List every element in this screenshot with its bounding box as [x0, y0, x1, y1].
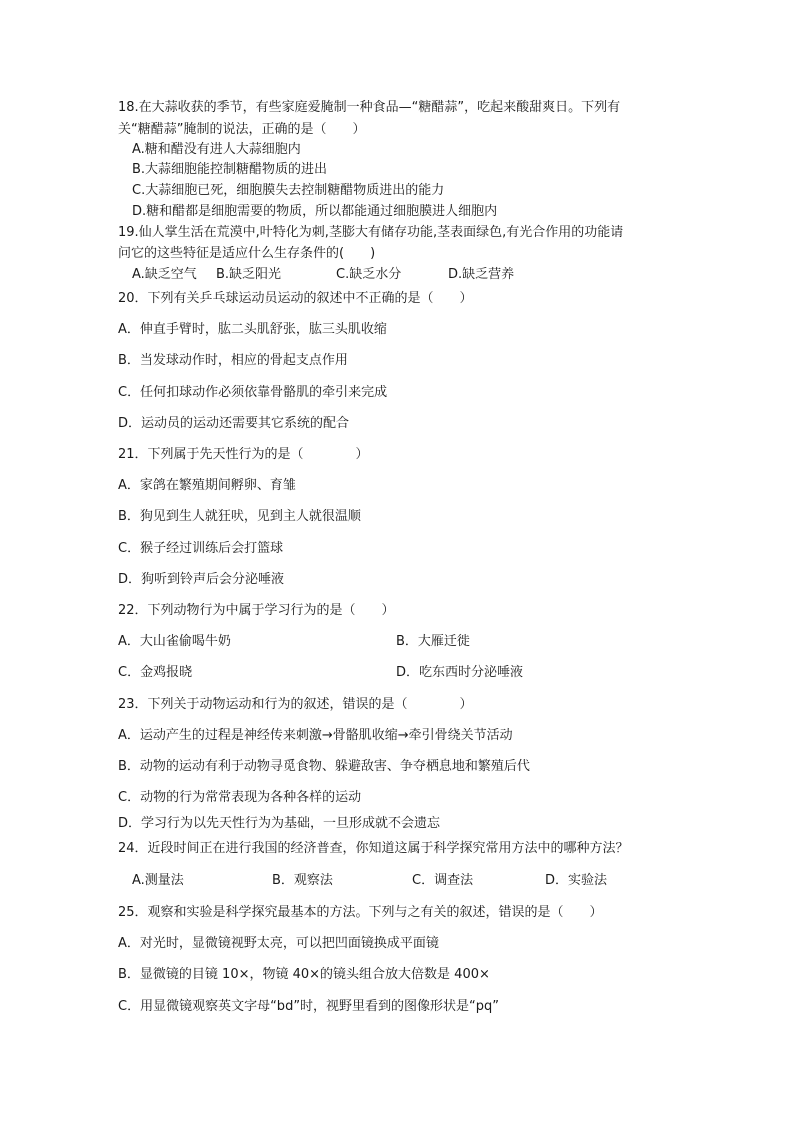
q19-stem-line1: 19.仙人掌生活在荒漠中,叶特化为刺,茎膨大有储存功能,茎表面绿色,有光合作用的功能请 — [118, 225, 624, 240]
q21-option-d: D．狗听到铃声后会分泌唾液 — [118, 572, 285, 587]
q21-option-c: C．猴子经过训练后会打篮球 — [118, 541, 284, 556]
q21-option-b: B．狗见到生人就狂吠，见到主人就很温顺 — [118, 509, 361, 524]
q21-stem: 21．下列属于先天性行为的是（ ） — [118, 447, 369, 462]
q18-stem-line2: 关“糖醋蒜”腌制的说法，正确的是（ ） — [118, 122, 366, 137]
q22-stem: 22．下列动物行为中属于学习行为的是（ ） — [118, 603, 395, 618]
q19-option-b: B.缺乏阳光 — [216, 267, 282, 282]
q20-option-a: A．伸直手臂时，肱二头肌舒张，肱三头肌收缩 — [118, 322, 387, 337]
q20-stem: 20．下列有关乒乓球运动员运动的叙述中不正确的是（ ） — [118, 291, 473, 306]
q23-stem: 23．下列关于动物运动和行为的叙述，错误的是（ ） — [118, 697, 473, 712]
q21-option-a: A．家鸽在繁殖期间孵卵、育雏 — [118, 478, 296, 493]
q18-stem-line1: 18.在大蒜收获的季节，有些家庭爱腌制一种食品—“糖醋蒜”，吃起来酸甜爽日。下列有 — [118, 100, 621, 115]
q20-option-d: D．运动员的运动还需要其它系统的配合 — [118, 416, 350, 431]
q23-option-b: B．动物的运动有利于动物寻觅食物、躲避敌害、争夺栖息地和繁殖后代 — [118, 759, 530, 774]
q25-option-c: C．用显微镜观察英文字母“bd”时，视野里看到的图像形状是“pq” — [118, 999, 500, 1014]
q24-option-d: D．实验法 — [545, 873, 608, 888]
q19-option-a: A.缺乏空气 — [132, 267, 197, 282]
q18-option-b: B.大蒜细胞能控制糖醋物质的进出 — [132, 162, 328, 177]
q25-option-b: B．显微镜的目镜 10×，物镜 40×的镜头组合放大倍数是 400× — [118, 967, 490, 982]
q24-option-b: B．观察法 — [272, 873, 333, 888]
q19-option-c: C.缺乏水分 — [336, 267, 402, 282]
q24-stem: 24．近段时间正在进行我国的经济普查，你知道这属于科学探究常用方法中的哪种方法？ — [118, 841, 629, 856]
q22-option-c: C．金鸡报晓 — [118, 665, 193, 680]
q23-option-c: C．动物的行为常常表现为各种各样的运动 — [118, 790, 362, 805]
q23-option-a: A．运动产生的过程是神经传来刺激→骨骼肌收缩→牵引骨绕关节活动 — [118, 728, 513, 743]
q22-option-a: A．大山雀偷喝牛奶 — [118, 634, 231, 649]
q20-option-b: B．当发球动作时，相应的骨起支点作用 — [118, 353, 348, 368]
q18-option-c: C.大蒜细胞已死，细胞膜失去控制糖醋物质进出的能力 — [132, 183, 445, 198]
q22-option-d: D．吃东西时分泌唾液 — [396, 665, 524, 680]
q18-option-d: D.糖和醋都是细胞需要的物质，所以都能通过细胞膜进人细胞内 — [132, 204, 498, 219]
q20-option-c: C．任何扣球动作必须依靠骨骼肌的牵引来完成 — [118, 385, 388, 400]
q23-option-d: D．学习行为以先天性行为为基础，一旦形成就不会遗忘 — [118, 816, 441, 831]
q18-option-a: A.糖和醋没有进人大蒜细胞内 — [132, 142, 301, 157]
q24-option-a: A.测量法 — [132, 873, 184, 888]
q19-stem-line2: 问它的这些特征是适应什么生存条件的( ) — [118, 246, 376, 261]
q25-option-a: A．对光时，显微镜视野太亮，可以把凹面镜换成平面镜 — [118, 936, 439, 951]
q24-option-c: C．调查法 — [412, 873, 474, 888]
q25-stem: 25．观察和实验是科学探究最基本的方法。下列与之有关的叙述，错误的是（ ） — [118, 905, 603, 920]
q19-option-d: D.缺乏营养 — [448, 267, 515, 282]
q22-option-b: B．大雁迁徙 — [396, 634, 470, 649]
